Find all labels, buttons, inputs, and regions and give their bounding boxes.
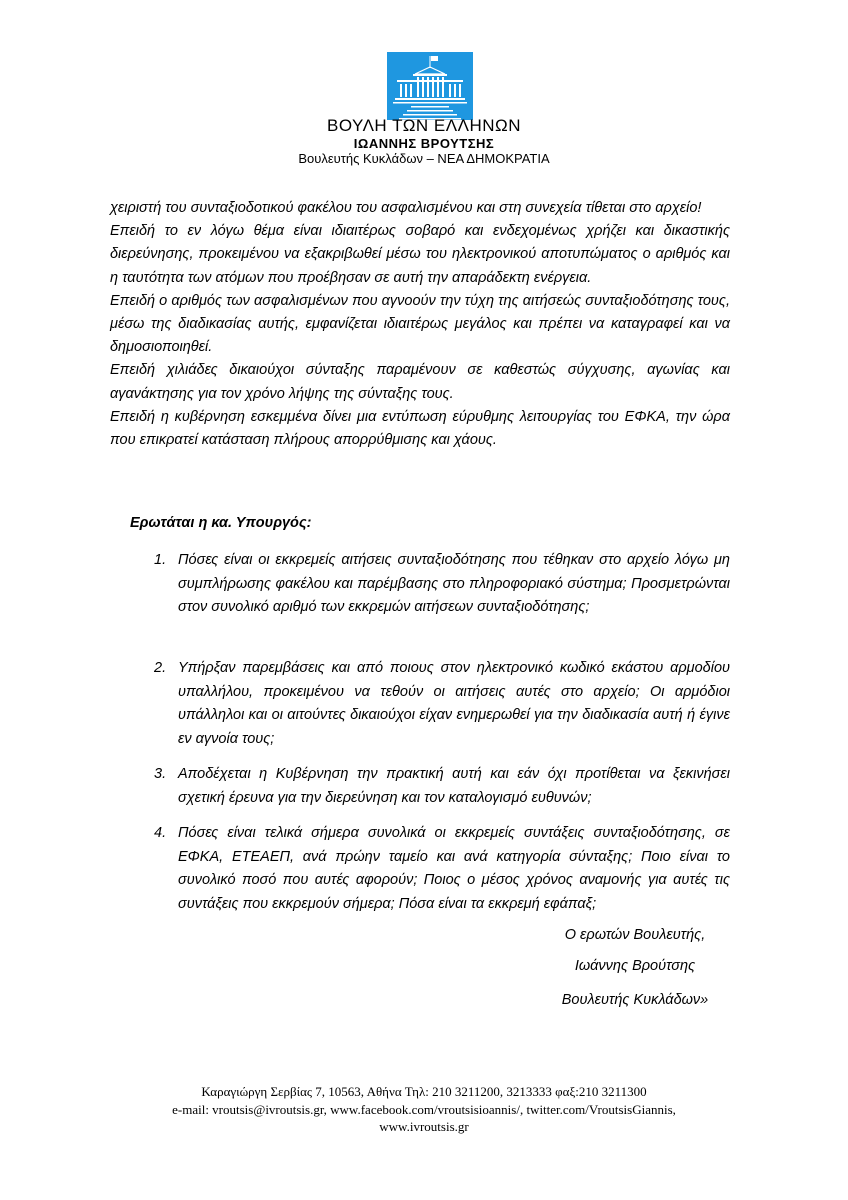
question-text: Υπήρξαν παρεμβάσεις και από ποιους στον ηλεκτρονικό κωδικό εκάστου αρμοδίου υπαλλήλου, προκειμένου να τεθούν οι αιτήσεις αυτές στο αρχείο; Οι αρμόδιοι υπάλληλοι και οι αιτούντες δικαιούχοι είχαν ενημερωθεί για την διαδικασία αυτή ή έγινε εν αγνοία τους; [178,660,730,747]
institution-name: ΒΟΥΛΗ ΤΩΝ ΕΛΛΗΝΩΝ [326,116,521,135]
question-item [154,822,730,916]
footer-website: www.ivroutsis.gr [379,1119,469,1134]
signature-title: Βουλευτής Κυκλάδων» [561,992,709,1008]
mp-name: ΙΩΑΝΝΗΣ ΒΡΟΥΤΣΗΣ [353,136,495,151]
question-item [154,549,730,620]
parliament-building-icon [387,52,473,120]
question-text: Αποδέχεται η Κυβέρνηση την πρακτική αυτή και εάν όχι προτίθεται να ξεκινήσει σχετική έρευνα για την διερεύνηση και τον καταλογισμό ευθυνών; [178,766,730,806]
footer-contacts: e-mail: vroutsis@ivroutsis.gr, www.facebook.com/vroutsisioannis/, twitter.com/VroutsisGiannis, [172,1102,676,1117]
question-item [154,763,730,810]
question-number: 4. [154,825,167,841]
body-paragraph: Επειδή ο αριθμός των ασφαλισμένων που αγνοούν την τύχη της αιτήσεώς συνταξιοδότησης τους, μέσω της διαδικασίας αυτής, εμφανίζεται ιδιαιτέρως μεγάλος και πρέπει να καταγραφεί και να δημοσιοποιηθεί. [110,292,730,356]
body-paragraph: Επειδή η κυβέρνηση εσκεμμένα δίνει μια εντύπωση εύρυθμης λειτουργίας του ΕΦΚΑ, την ώρα που επικρατεί κατάσταση πλήρους απορρύθμισης και χάους. [110,408,730,449]
signature-name: Ιωάννης Βρούτσης [574,958,696,974]
question-number: 2. [154,660,167,676]
footer-address: Καραγιώργη Σερβίας 7, 10563, Αθήνα Τηλ: 210 3211200, 3213333 φαξ:210 3211300 [201,1084,647,1099]
question-text: Πόσες είναι οι εκκρεμείς αιτήσεις συνταξιοδότησης που τέθηκαν στο αρχείο λόγω μη συμπλήρωσης φακέλου και παρέμβασης στο πληροφοριακό σύστημα; Προσμετρώνται στον συνολικό αριθμό των εκκρεμών αιτήσεων συνταξιοδότησης; [178,552,730,615]
question-item [154,657,730,751]
document-body [110,197,730,452]
question-heading: Ερωτάται η κα. Υπουργός: [130,515,312,531]
question-number: 1. [154,552,167,568]
body-paragraph: χειριστή του συνταξιοδοτικού φακέλου του ασφαλισμένου και στη συνεχεία τίθεται στο αρχείο! [110,200,702,216]
mp-role: Βουλευτής Κυκλάδων – ΝΕΑ ΔΗΜΟΚΡΑΤΙΑ [298,151,550,166]
question-text: Πόσες είναι τελικά σήμερα συνολικά οι εκκρεμείς συντάξεις συνταξιοδότησης, σε ΕΦΚΑ, ΕΤΕΑΕΠ, ανά πρώην ταμείο και ανά κατηγορία σύνταξης; Ποιο είναι το συνολικό ποσό που αυτές αφορούν; Ποιος ο μέσος χρόνος αναμονής για αυτές τις συντάξεις που εκκρεμούν σήμερα; Πόσα είναι τα εκκρεμή εφάπαξ; [178,825,730,912]
question-number: 3. [154,766,167,782]
body-paragraph: Επειδή το εν λόγω θέμα είναι ιδιαιτέρως σοβαρό και ενδεχομένως χρήζει και δικαστικής διερεύνησης, προκειμένου να εξακριβωθεί μέσω του ηλεκτρονικού αποτυπώματος ο αριθμός και η ταυτότητα των ατόμων που προέβησαν σε αυτή την απαράδεκτη ενέργεια. [110,223,730,286]
body-paragraph: Επειδή χιλιάδες δικαιούχοι σύνταξης παραμένουν σε καθεστώς σύγχυσης, αγωνίας και αγανάκτησης για τον χρόνο λήψης της σύνταξης τους. [110,362,730,402]
signature-salutation: Ο ερωτών Βουλευτής, [564,927,706,943]
